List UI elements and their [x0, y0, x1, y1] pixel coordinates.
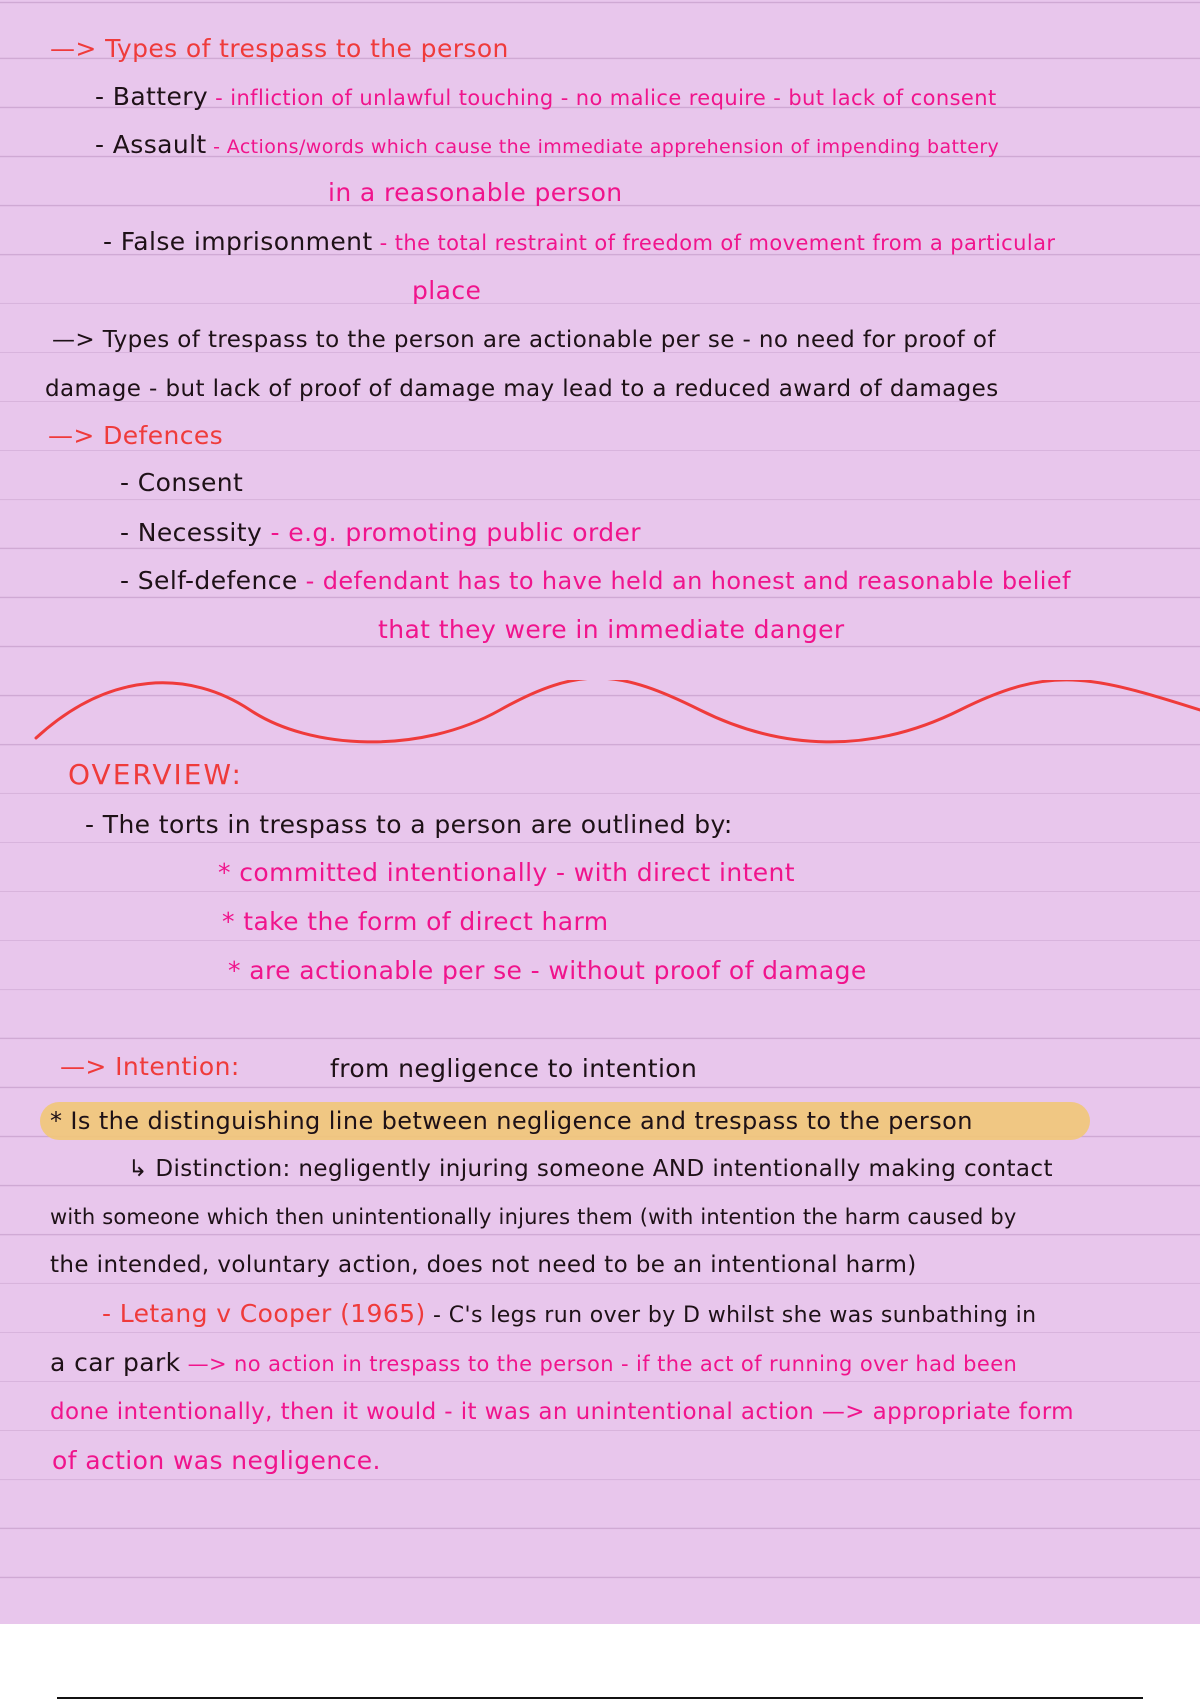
- actionable-line-1: —> Types of trespass to the person are actionable per se - no need for proof of: [52, 327, 996, 353]
- case-no-action: —> no action in trespass to the person - if the act of running over had been: [180, 1352, 1018, 1376]
- self-defence-definition-cont: that they were in immediate danger: [378, 615, 845, 644]
- actionable-line-2: damage - but lack of proof of damage may lead to a reduced award of damages: [45, 376, 999, 402]
- battery-line: [95, 80, 997, 115]
- assault-definition: - Actions/words which cause the immediate apprehension of impending battery: [206, 136, 1000, 158]
- necessity-definition: - e.g. promoting public order: [262, 518, 641, 547]
- overview-point-2: * take the form of direct harm: [222, 907, 609, 936]
- case-line-1: [102, 1297, 1037, 1333]
- assault-definition-cont: in a reasonable person: [328, 178, 623, 207]
- false-imprisonment-line: [103, 225, 1055, 260]
- distinction-line-2: with someone which then unintentionally injures them (with intention the harm caused by: [50, 1205, 1017, 1229]
- assault-term: - Assault: [95, 130, 207, 159]
- false-imprisonment-definition: - the total restraint of freedom of movement from a particular: [372, 231, 1056, 255]
- distinction-line-1: ↳ Distinction: negligently injuring someone AND intentionally making contact: [128, 1156, 1053, 1182]
- case-facts: - C's legs run over by D whilst she was sunbathing in: [425, 1303, 1037, 1328]
- defences-heading: —> Defences: [48, 421, 224, 450]
- defence-necessity: [120, 516, 641, 550]
- intention-heading: —> Intention:: [60, 1052, 240, 1081]
- self-defence-definition: - defendant has to have held an honest and reasonable belief: [297, 567, 1071, 595]
- overview-intro: - The torts in trespass to a person are outlined by:: [85, 810, 733, 839]
- necessity-term: - Necessity: [120, 518, 263, 547]
- distinction-line-3: the intended, voluntary action, does not need to be an intentional harm): [50, 1252, 917, 1278]
- battery-definition: - infliction of unlawful touching - no malice require - but lack of consent: [208, 86, 997, 110]
- self-defence-term: - Self-defence: [120, 566, 298, 595]
- case-name: - Letang v Cooper (1965): [102, 1299, 426, 1328]
- overview-heading: OVERVIEW:: [68, 758, 243, 791]
- types-heading: —> Types of trespass to the person: [50, 34, 509, 63]
- case-car-park: a car park: [50, 1348, 181, 1377]
- case-line-3: done intentionally, then it would - it was an unintentional action —> appropriate form: [50, 1399, 1074, 1425]
- false-imprisonment-definition-cont: place: [412, 276, 482, 305]
- intention-subheading: from negligence to intention: [330, 1054, 698, 1083]
- wavy-divider: [0, 680, 1200, 750]
- case-line-2: [50, 1346, 1017, 1381]
- false-imprisonment-term: - False imprisonment: [103, 227, 373, 256]
- case-line-4: of action was negligence.: [52, 1446, 381, 1475]
- defence-consent: - Consent: [120, 468, 244, 497]
- overview-point-1: * committed intentionally - with direct intent: [218, 858, 795, 887]
- assault-line: [95, 128, 999, 164]
- distinguishing-line: * Is the distinguishing line between negligence and trespass to the person: [50, 1107, 973, 1135]
- bottom-divider: [57, 1697, 1143, 1699]
- battery-term: - Battery: [95, 82, 209, 111]
- overview-point-3: * are actionable per se - without proof of damage: [228, 956, 867, 985]
- defence-self-defence: [120, 564, 1071, 598]
